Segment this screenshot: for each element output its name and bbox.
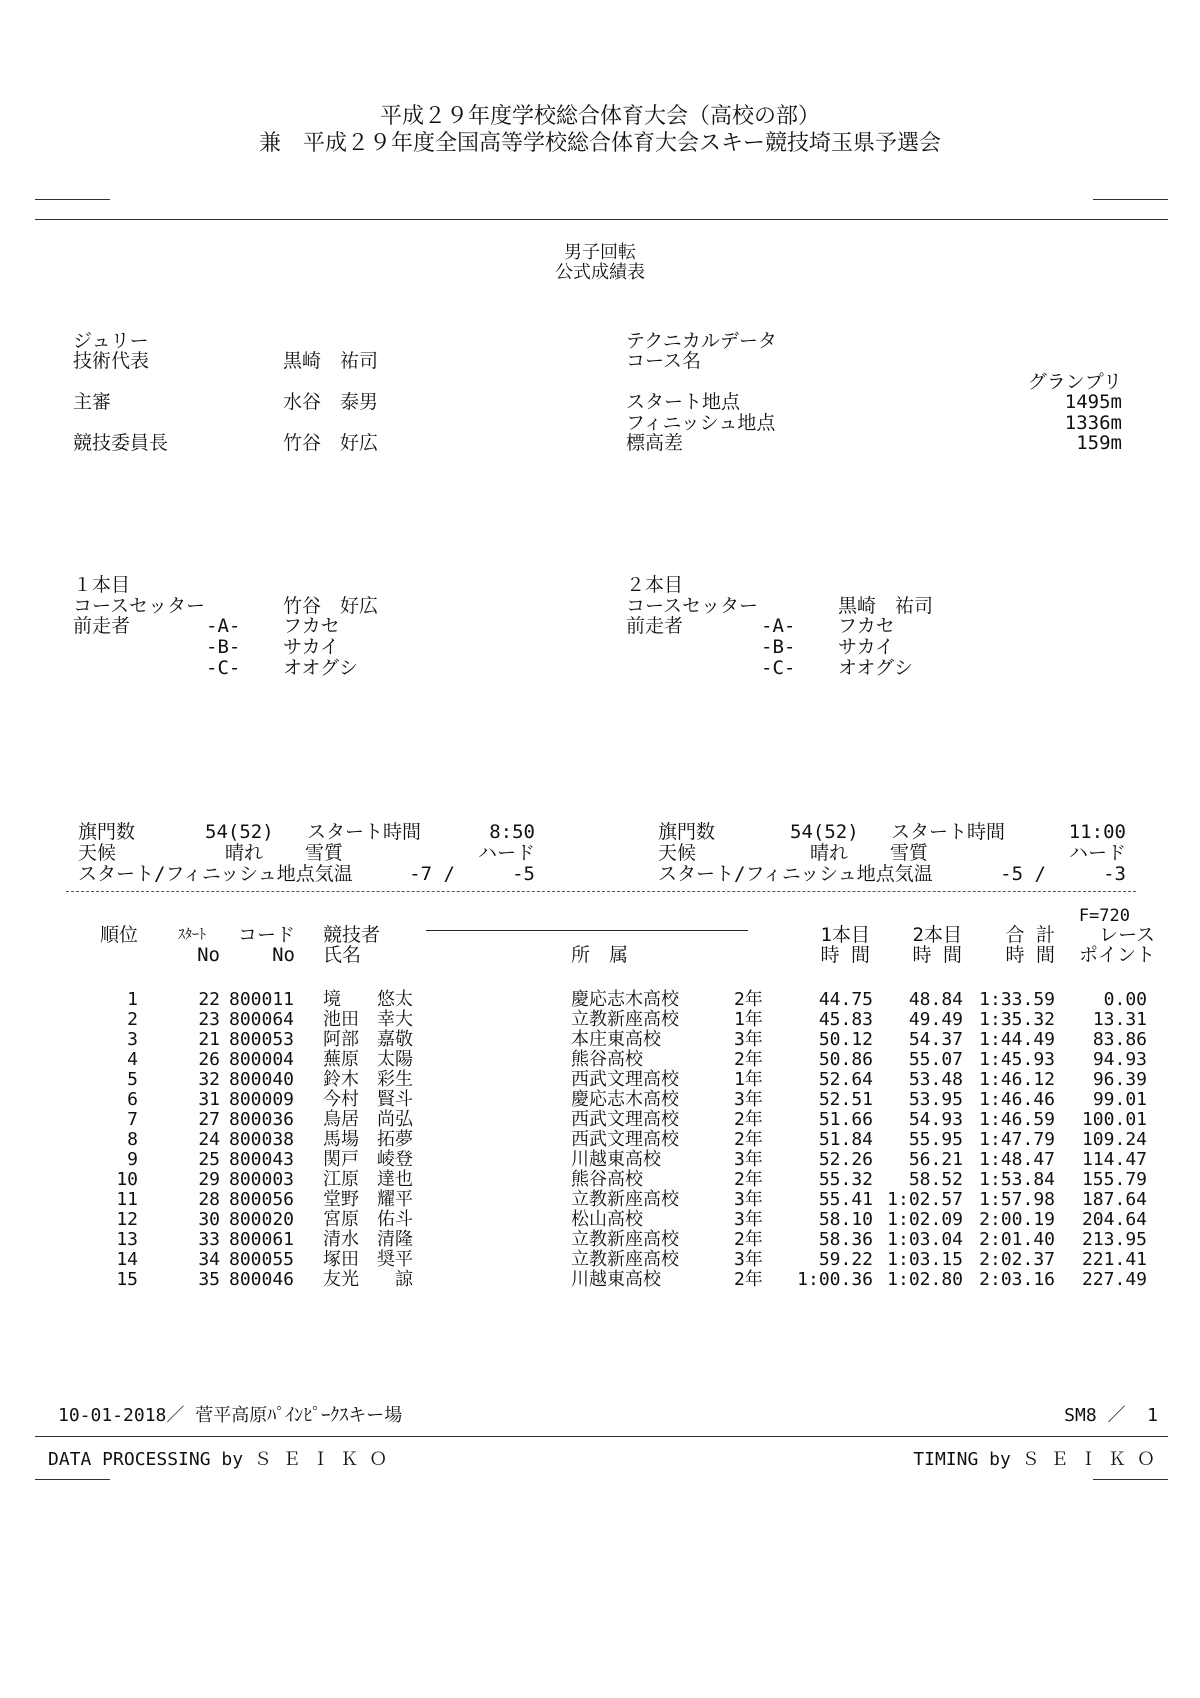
forerunner-code: -C-	[761, 657, 796, 679]
divider	[35, 199, 110, 200]
athlete-name: 今村 賢斗	[323, 1089, 413, 1110]
run2-time: 1:03.15	[887, 1249, 963, 1270]
run2-time: 53.95	[908, 1089, 963, 1110]
run1-forerunner-label: 前走者	[73, 615, 131, 637]
club: 熊谷高校	[571, 1169, 643, 1190]
club: 慶応志木高校	[571, 1089, 679, 1110]
event-subtitle: 公式成績表	[555, 262, 645, 283]
rank: 15	[116, 1269, 138, 1290]
rank: 9	[127, 1149, 138, 1170]
school-year: 3年	[734, 1209, 763, 1230]
code: 800038	[229, 1129, 295, 1150]
col-points-sub: ポイント	[1078, 944, 1155, 966]
run2-start-time: 11:00	[1068, 821, 1126, 843]
table-row	[0, 1170, 1200, 1190]
bib: 22	[198, 989, 220, 1010]
table-row	[0, 1210, 1200, 1230]
run2-time: 54.37	[908, 1029, 963, 1050]
bib: 33	[198, 1229, 220, 1250]
run1-time: 55.41	[818, 1189, 873, 1210]
divider	[1093, 1479, 1168, 1480]
rank: 8	[127, 1129, 138, 1150]
run2-time: 1:02.57	[887, 1189, 963, 1210]
code: 800056	[229, 1189, 295, 1210]
vertical-drop-label: 標高差	[626, 432, 684, 454]
club: 松山高校	[571, 1209, 643, 1230]
athlete-name: 関戸 崚登	[323, 1149, 413, 1170]
timing: TIMING by Ｓ Ｅ Ｉ Ｋ Ｏ	[913, 1449, 1155, 1470]
run2-temperature: -5 / -3	[1000, 863, 1126, 885]
table-row	[0, 1110, 1200, 1130]
run1-weather: 晴れ	[225, 842, 264, 864]
athlete-name: 境 悠太	[323, 989, 413, 1010]
run1-temp-label: スタート/フィニッシュ地点気温	[78, 863, 353, 885]
athlete-name: 友光 諒	[323, 1269, 413, 1290]
athlete-name: 塚田 奨平	[323, 1249, 413, 1270]
race-points: 13.31	[1092, 1009, 1147, 1030]
run1-gates: 54(52)	[205, 821, 274, 843]
race-points: 204.64	[1081, 1209, 1147, 1230]
run1-time: 44.75	[818, 989, 873, 1010]
race-points: 100.01	[1081, 1109, 1147, 1130]
code: 800064	[229, 1009, 295, 1030]
jury-role: 技術代表	[73, 350, 150, 372]
run1-time: 58.36	[818, 1229, 873, 1250]
code: 800046	[229, 1269, 295, 1290]
section-divider	[66, 891, 1136, 892]
club: 熊谷高校	[571, 1049, 643, 1070]
code: 800036	[229, 1109, 295, 1130]
total-time: 1:46.12	[979, 1069, 1055, 1090]
total-time: 1:45.93	[979, 1049, 1055, 1070]
course-name: グランプリ	[1027, 371, 1122, 393]
divider	[35, 1479, 110, 1480]
athlete-name: 馬場 拓夢	[323, 1129, 413, 1150]
jury-name: 竹谷 好広	[283, 432, 379, 454]
run1-setter: 竹谷 好広	[283, 595, 379, 617]
rank: 7	[127, 1109, 138, 1130]
school-year: 1年	[734, 1009, 763, 1030]
bib: 35	[198, 1269, 220, 1290]
run2-snow: ハード	[1068, 842, 1126, 864]
jury-name: 黒崎 祐司	[283, 350, 379, 372]
club: 西武文理高校	[571, 1069, 679, 1090]
table-row	[0, 1070, 1200, 1090]
col-points: レース	[1098, 924, 1155, 946]
header-rule	[426, 930, 748, 931]
run2-time: 48.84	[908, 989, 963, 1010]
col-run1: 1本目	[820, 924, 870, 946]
col-athlete-sub: 氏名	[323, 944, 362, 966]
total-time: 1:47.79	[979, 1129, 1055, 1150]
run2-time: 1:03.04	[887, 1229, 963, 1250]
rank: 4	[127, 1049, 138, 1070]
race-points: 99.01	[1092, 1089, 1147, 1110]
bib: 30	[198, 1209, 220, 1230]
run1-temperature: -7 / -5	[409, 863, 535, 885]
col-rank: 順位	[100, 924, 139, 946]
table-row	[0, 1010, 1200, 1030]
run2-weather: 晴れ	[810, 842, 849, 864]
athlete-name: 池田 幸大	[323, 1009, 413, 1030]
code: 800043	[229, 1149, 295, 1170]
forerunner-name: フカセ	[283, 615, 340, 637]
bib: 28	[198, 1189, 220, 1210]
event-name: 男子回転	[564, 242, 636, 263]
technical-heading: テクニカルデータ	[626, 330, 777, 352]
total-time: 2:03.16	[979, 1269, 1055, 1290]
run1-time: 1:00.36	[797, 1269, 873, 1290]
bib: 31	[198, 1089, 220, 1110]
run1-title: １本目	[73, 574, 131, 596]
club: 西武文理高校	[571, 1129, 679, 1150]
run2-gates-label: 旗門数	[658, 821, 716, 843]
total-time: 1:53.84	[979, 1169, 1055, 1190]
page-number: SM8 ／ 1	[1064, 1405, 1158, 1426]
run1-start-time-label: スタート時間	[307, 821, 422, 843]
code: 800020	[229, 1209, 295, 1230]
run1-snow: ハード	[477, 842, 535, 864]
club: 西武文理高校	[571, 1109, 679, 1130]
club: 立教新座高校	[571, 1009, 679, 1030]
school-year: 1年	[734, 1069, 763, 1090]
run1-gates-label: 旗門数	[78, 821, 136, 843]
forerunner-code: -A-	[761, 615, 796, 637]
race-points: 213.95	[1081, 1229, 1147, 1250]
code: 800011	[229, 989, 295, 1010]
run1-time: 52.51	[818, 1089, 873, 1110]
table-row	[0, 1130, 1200, 1150]
course-label: コース名	[626, 350, 702, 372]
table-row	[0, 1250, 1200, 1270]
athlete-name: 宮原 佑斗	[323, 1209, 413, 1230]
data-processing: DATA PROCESSING by Ｓ Ｅ Ｉ Ｋ Ｏ	[48, 1449, 388, 1470]
rank: 6	[127, 1089, 138, 1110]
run2-time: 56.21	[908, 1149, 963, 1170]
col-start-no-sub: No	[197, 944, 220, 966]
race-points: 221.41	[1081, 1249, 1147, 1270]
start-label: スタート地点	[626, 391, 741, 413]
table-row	[0, 1090, 1200, 1110]
race-points: 83.86	[1092, 1029, 1147, 1050]
total-time: 2:02.37	[979, 1249, 1055, 1270]
school-year: 2年	[734, 1109, 763, 1130]
run1-setter-label: コースセッター	[73, 595, 206, 617]
jury-name: 水谷 泰男	[283, 391, 379, 413]
club: 本庄東高校	[571, 1029, 661, 1050]
race-points: 96.39	[1092, 1069, 1147, 1090]
school-year: 3年	[734, 1149, 763, 1170]
club: 川越東高校	[571, 1269, 661, 1290]
forerunner-name: オオグシ	[838, 657, 914, 679]
athlete-name: 鈴木 彩生	[323, 1069, 413, 1090]
run2-time: 58.52	[908, 1169, 963, 1190]
run2-snow-label: 雪質	[890, 842, 929, 864]
school-year: 2年	[734, 1229, 763, 1250]
finish-altitude: 1336m	[1064, 412, 1122, 434]
col-code: コード	[238, 924, 296, 946]
run2-time: 55.07	[908, 1049, 963, 1070]
school-year: 2年	[734, 1269, 763, 1290]
run2-forerunner-label: 前走者	[626, 615, 684, 637]
jury-heading: ジュリー	[73, 330, 149, 352]
run2-temp-label: スタート/フィニッシュ地点気温	[658, 863, 933, 885]
school-year: 3年	[734, 1189, 763, 1210]
col-run1-sub: 時 間	[820, 944, 870, 966]
race-points: 94.93	[1092, 1049, 1147, 1070]
vertical-drop: 159m	[1076, 432, 1122, 454]
run2-time: 54.93	[908, 1109, 963, 1130]
forerunner-code: -B-	[206, 636, 241, 658]
forerunner-name: フカセ	[838, 615, 895, 637]
club: 立教新座高校	[571, 1189, 679, 1210]
run2-setter-label: コースセッター	[626, 595, 759, 617]
run2-start-time-label: スタート時間	[891, 821, 1006, 843]
jury-role: 競技委員長	[73, 432, 169, 454]
code: 800055	[229, 1249, 295, 1270]
table-row	[0, 1270, 1200, 1290]
school-year: 2年	[734, 989, 763, 1010]
code: 800004	[229, 1049, 295, 1070]
rank: 12	[116, 1209, 138, 1230]
athlete-name: 蕪原 太陽	[323, 1049, 413, 1070]
run2-setter: 黒崎 祐司	[838, 595, 934, 617]
total-time: 1:48.47	[979, 1149, 1055, 1170]
total-time: 2:00.19	[979, 1209, 1055, 1230]
race-points: 114.47	[1081, 1149, 1147, 1170]
code: 800040	[229, 1069, 295, 1090]
title-line-1: 平成２９年度学校総合体育大会（高校の部）	[379, 104, 820, 129]
race-points: 155.79	[1081, 1169, 1147, 1190]
run1-time: 51.84	[818, 1129, 873, 1150]
school-year: 2年	[734, 1169, 763, 1190]
school-year: 2年	[734, 1049, 763, 1070]
finish-label: フィニッシュ地点	[626, 412, 776, 434]
athlete-name: 阿部 嘉敬	[323, 1029, 413, 1050]
run1-snow-label: 雪質	[305, 842, 344, 864]
table-row	[0, 1030, 1200, 1050]
run1-time: 55.32	[818, 1169, 873, 1190]
run1-time: 50.86	[818, 1049, 873, 1070]
col-total: 合 計	[1005, 924, 1055, 946]
athlete-name: 清水 清隆	[323, 1229, 413, 1250]
run1-time: 50.12	[818, 1029, 873, 1050]
divider	[35, 1436, 1168, 1437]
bib: 34	[198, 1249, 220, 1270]
table-row	[0, 1230, 1200, 1250]
code: 800061	[229, 1229, 295, 1250]
col-start-no: ｽﾀｰﾄ	[178, 927, 206, 943]
total-time: 2:01.40	[979, 1229, 1055, 1250]
run1-time: 58.10	[818, 1209, 873, 1230]
total-time: 1:46.59	[979, 1109, 1055, 1130]
run1-time: 52.26	[818, 1149, 873, 1170]
total-time: 1:44.49	[979, 1029, 1055, 1050]
bib: 29	[198, 1169, 220, 1190]
col-code-sub: No	[272, 944, 295, 966]
start-altitude: 1495m	[1064, 391, 1122, 413]
club: 慶応志木高校	[571, 989, 679, 1010]
race-points: 0.00	[1103, 989, 1147, 1010]
run2-time: 1:02.09	[887, 1209, 963, 1230]
club: 川越東高校	[571, 1149, 661, 1170]
school-year: 2年	[734, 1129, 763, 1150]
run1-time: 52.64	[818, 1069, 873, 1090]
race-points: 109.24	[1081, 1129, 1147, 1150]
rank: 14	[116, 1249, 138, 1270]
rank: 10	[116, 1169, 138, 1190]
col-athlete: 競技者	[323, 924, 381, 946]
athlete-name: 江原 達也	[323, 1169, 413, 1190]
col-run2: 2本目	[912, 924, 962, 946]
athlete-name: 鳥居 尚弘	[323, 1109, 413, 1130]
f-value: F=720	[1078, 906, 1130, 926]
bib: 21	[198, 1029, 220, 1050]
title-line-2: 兼 平成２９年度全国高等学校総合体育大会スキー競技埼玉県予選会	[258, 131, 941, 156]
school-year: 3年	[734, 1029, 763, 1050]
bib: 27	[198, 1109, 220, 1130]
run1-time: 51.66	[818, 1109, 873, 1130]
race-points: 187.64	[1081, 1189, 1147, 1210]
bib: 23	[198, 1009, 220, 1030]
jury-role: 主審	[73, 391, 112, 413]
total-time: 1:35.32	[979, 1009, 1055, 1030]
bib: 25	[198, 1149, 220, 1170]
forerunner-code: -A-	[206, 615, 241, 637]
run2-gates: 54(52)	[790, 821, 859, 843]
table-row	[0, 1150, 1200, 1170]
run2-time: 49.49	[908, 1009, 963, 1030]
date-venue: 10-01-2018／ 菅平高原ﾊﾟｲﾝﾋﾟｰｸｽキー場	[58, 1405, 403, 1426]
bib: 24	[198, 1129, 220, 1150]
club: 立教新座高校	[571, 1229, 679, 1250]
bib: 32	[198, 1069, 220, 1090]
forerunner-name: サカイ	[838, 636, 895, 658]
school-year: 3年	[734, 1249, 763, 1270]
table-row	[0, 1050, 1200, 1070]
total-time: 1:33.59	[979, 989, 1055, 1010]
forerunner-name: サカイ	[283, 636, 340, 658]
forerunner-code: -B-	[761, 636, 796, 658]
table-row	[0, 1190, 1200, 1210]
rank: 5	[127, 1069, 138, 1090]
athlete-name: 堂野 耀平	[323, 1189, 413, 1210]
run1-time: 45.83	[818, 1009, 873, 1030]
run1-weather-label: 天候	[78, 842, 117, 864]
bib: 26	[198, 1049, 220, 1070]
col-total-sub: 時 間	[1005, 944, 1055, 966]
code: 800009	[229, 1089, 295, 1110]
rank: 13	[116, 1229, 138, 1250]
club: 立教新座高校	[571, 1249, 679, 1270]
rank: 11	[116, 1189, 138, 1210]
rank: 1	[127, 989, 138, 1010]
rank: 2	[127, 1009, 138, 1030]
divider	[35, 219, 1168, 220]
code: 800053	[229, 1029, 295, 1050]
run2-title: ２本目	[626, 574, 684, 596]
col-run2-sub: 時 間	[912, 944, 962, 966]
run2-time: 55.95	[908, 1129, 963, 1150]
rank: 3	[127, 1029, 138, 1050]
code: 800003	[229, 1169, 295, 1190]
forerunner-code: -C-	[206, 657, 241, 679]
race-points: 227.49	[1081, 1269, 1147, 1290]
run2-time: 53.48	[908, 1069, 963, 1090]
total-time: 1:57.98	[979, 1189, 1055, 1210]
total-time: 1:46.46	[979, 1089, 1055, 1110]
divider	[1093, 199, 1168, 200]
run2-weather-label: 天候	[658, 842, 697, 864]
col-club: 所 属	[571, 944, 629, 966]
school-year: 3年	[734, 1089, 763, 1110]
table-row	[0, 990, 1200, 1010]
run1-time: 59.22	[818, 1249, 873, 1270]
forerunner-name: オオグシ	[283, 657, 359, 679]
run1-start-time: 8:50	[489, 821, 535, 843]
run2-time: 1:02.80	[887, 1269, 963, 1290]
